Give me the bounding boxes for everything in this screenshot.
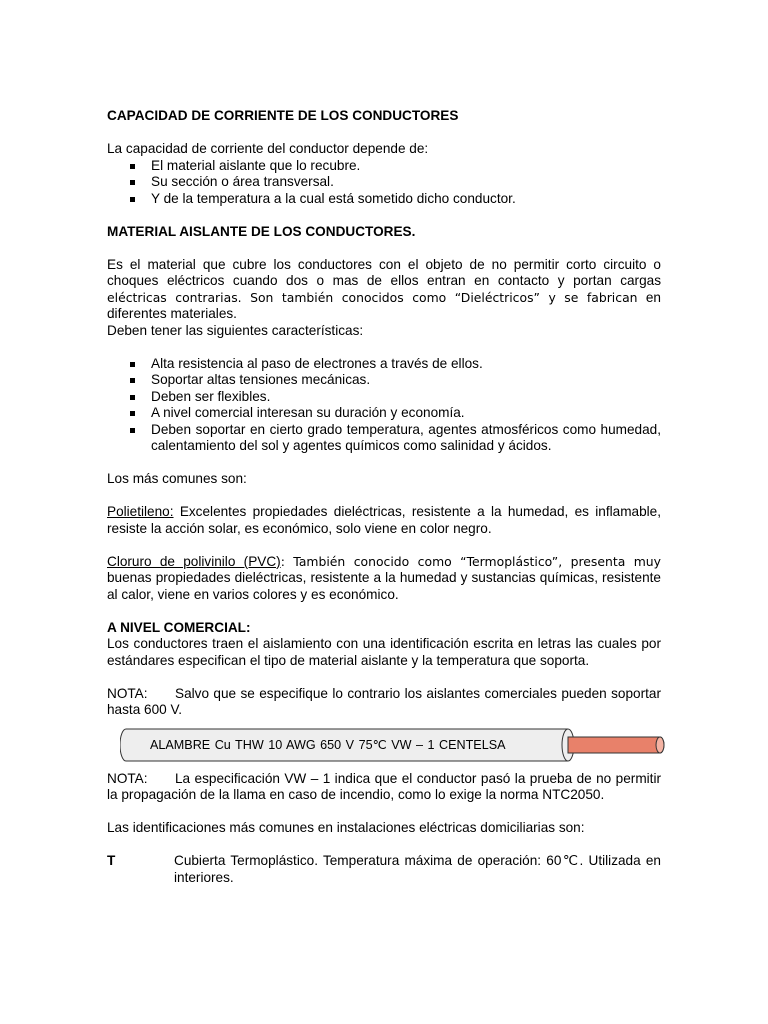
nota-label: NOTA: xyxy=(107,685,148,701)
list-item: El material aislante que lo recubre. xyxy=(130,158,661,175)
intro-list xyxy=(107,158,661,208)
cable-diagram xyxy=(120,727,674,763)
characteristics-intro: Deben tener las siguientes características: xyxy=(107,322,364,338)
comercial-paragraph: Los conductores traen el aislamiento con una identificación escrita en letras las cuales por estándares especifican el tipo de material aislante y la temperatura que soporta. xyxy=(107,636,661,668)
intro-text: La capacidad de corriente del conductor depende de: xyxy=(107,141,429,156)
list-item: Soportar altas tensiones mecánicas. xyxy=(130,372,661,389)
list-item: Deben ser flexibles. xyxy=(130,389,661,406)
list-item: Deben soportar en cierto grado temperatura, agentes atmosféricos como humedad, calentamiento del sol y agentes químicos como salinidad y ácidos. xyxy=(130,422,661,455)
material-text-c: en diferentes materiales. xyxy=(107,289,661,321)
identification-text: Cubierta Termoplástico. Temperatura máxima de operación: 60℃. Utilizada en interiores. xyxy=(174,853,661,885)
list-item: A nivel comercial interesan su duración y economía. xyxy=(130,405,661,422)
list-item: Alta resistencia al paso de electrones a través de ellos. xyxy=(130,356,661,373)
section-heading-material: MATERIAL AISLANTE DE LOS CONDUCTORES. xyxy=(107,223,416,239)
list-item: Y de la temperatura a la cual está sometido dicho conductor. xyxy=(130,191,661,208)
pvc-text-alt: : También conocido como “Termoplástico”, presenta muy xyxy=(280,553,661,569)
polietileno-label: Polietileno: xyxy=(107,504,174,519)
document-title: CAPACIDAD DE CORRIENTE DE LOS CONDUCTORES xyxy=(107,108,459,123)
document-page xyxy=(107,108,661,886)
polietileno-text: Excelentes propiedades dieléctricas, resistente a la humedad, es inflamable, resiste la acción solar, es económico, solo viene en color negro. xyxy=(107,504,661,536)
cable-copper-core xyxy=(568,737,664,753)
nota-1 xyxy=(107,686,661,719)
material-text-a: Es el material que cubre los conductores con el objeto de no permitir corto circuito o choques eléctricos cuando dos o mas de ellos entran en contacto y portan cargas xyxy=(107,256,661,288)
nota-1-text: Salvo que se especifique lo contrario los aislantes comerciales pueden soportar hasta 600 V. xyxy=(107,685,661,717)
cable-core-end xyxy=(656,737,664,753)
identification-row xyxy=(107,853,661,886)
polietileno-paragraph xyxy=(107,504,661,537)
nota-label: NOTA: xyxy=(107,770,148,786)
identification-key: T xyxy=(107,853,116,868)
characteristics-list xyxy=(107,356,661,455)
common-intro: Los más comunes son: xyxy=(107,471,247,486)
pvc-label: Cloruro de polivinilo (PVC) xyxy=(107,553,281,569)
pvc-text: buenas propiedades dieléctricas, resistente a la humedad y sustancias químicas, resistente al calor, viene en varios colores y es económico. xyxy=(107,570,661,602)
material-text-b: eléctricas contrarias. Son también conocidos como “Dieléctricos” y se fabrican xyxy=(107,289,638,305)
pvc-paragraph xyxy=(107,554,661,604)
section-heading-comercial: A NIVEL COMERCIAL: xyxy=(107,619,251,635)
common-ids-intro: Las identificaciones más comunes en instalaciones eléctricas domiciliarias son: xyxy=(107,820,585,835)
cable-label: ALAMBRE Cu THW 10 AWG 650 V 75℃ VW – 1 CENTELSA xyxy=(150,737,506,752)
nota-2 xyxy=(107,771,661,804)
list-item: Su sección o área transversal. xyxy=(130,174,661,191)
material-paragraph xyxy=(107,257,661,323)
nota-2-text: La especificación VW – 1 indica que el conductor pasó la prueba de no permitir la propagación de la llama en caso de incendio, como lo exige la norma NTC2050. xyxy=(107,770,661,802)
